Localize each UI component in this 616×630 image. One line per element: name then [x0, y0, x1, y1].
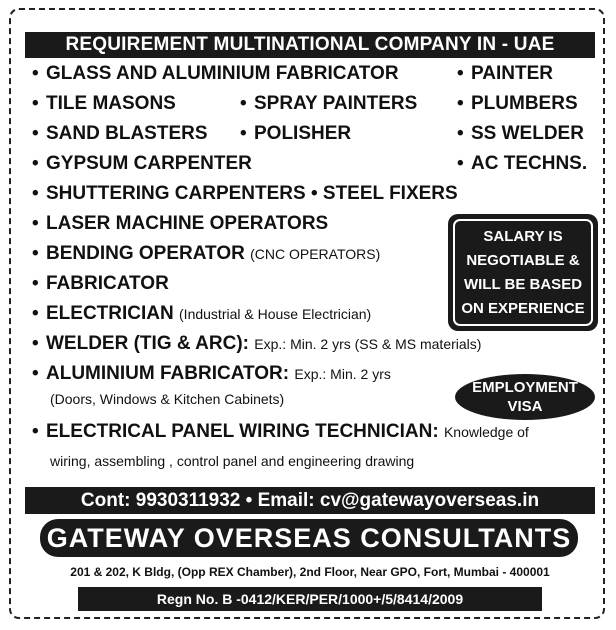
job-note: Exp.: Min. 2 yrs (SS & MS materials): [254, 336, 482, 352]
bullet: •: [457, 123, 464, 144]
salary-line: NEGOTIABLE &: [466, 252, 580, 269]
job-line: [32, 211, 328, 237]
bullet: •: [32, 63, 39, 84]
job-line: [32, 331, 481, 357]
job-line: [457, 121, 584, 147]
job-title: SPRAY PAINTERS: [254, 93, 418, 114]
job-title: PAINTER: [471, 63, 553, 84]
bullet: •: [32, 93, 39, 114]
registration-number: Regn No. B -0412/KER/PER/1000+/5/8414/2009: [78, 587, 542, 611]
bullet: •: [32, 243, 39, 264]
employment-visa-badge: [455, 374, 595, 420]
job-line: [32, 361, 391, 387]
job-title: POLISHER: [254, 123, 352, 144]
job-title: ELECTRICIAN: [46, 303, 174, 324]
bullet: •: [240, 123, 247, 144]
job-title: AC TECHNS.: [471, 153, 588, 174]
job-title: FABRICATOR: [46, 273, 169, 294]
bullet: •: [32, 421, 39, 442]
salary-line: ON EXPERIENCE: [461, 300, 585, 317]
job-note: (Industrial & House Electrician): [179, 306, 372, 322]
bullet: •: [32, 333, 39, 354]
job-line: [32, 271, 169, 297]
job-title: SAND BLASTERS: [46, 123, 208, 144]
salary-line: WILL BE BASED: [463, 276, 583, 293]
bullet: •: [457, 63, 464, 84]
job-line: [32, 91, 176, 117]
visa-line: EMPLOYMENT: [472, 379, 578, 396]
job-note: (CNC OPERATORS): [250, 246, 381, 262]
salary-line: SALARY IS: [483, 228, 563, 245]
ad-header: REQUIREMENT MULTINATIONAL COMPANY IN - UAE: [25, 32, 595, 58]
job-line: [32, 241, 380, 267]
job-title: GLASS AND ALUMINIUM FABRICATOR: [46, 63, 399, 84]
address: 201 & 202, K Bldg, (Opp REX Chamber), 2nd Floor, Near GPO, Fort, Mumbai - 400001: [70, 565, 550, 579]
job-line: [457, 91, 578, 117]
bullet: •: [32, 183, 39, 204]
job-title: ALUMINIUM FABRICATOR:: [46, 363, 290, 384]
job-title: WELDER (TIG & ARC):: [46, 333, 249, 354]
job-note: (Doors, Windows & Kitchen Cabinets): [50, 391, 285, 407]
visa-line: VISA: [507, 398, 543, 415]
bullet: •: [240, 93, 247, 114]
job-line: [32, 301, 371, 327]
bullet: •: [457, 93, 464, 114]
job-line: [457, 151, 587, 177]
job-title: ELECTRICAL PANEL WIRING TECHNICIAN:: [46, 421, 439, 442]
job-line: [32, 181, 458, 207]
bullet: •: [32, 363, 39, 384]
bullet: •: [457, 153, 464, 174]
job-line: [240, 91, 417, 117]
job-note: wiring, assembling , control panel and engineering drawing: [50, 453, 415, 469]
bullet: •: [32, 153, 39, 174]
bullet: •: [310, 183, 318, 204]
job-title: BENDING OPERATOR: [46, 243, 245, 264]
bullet: •: [32, 303, 39, 324]
contact-bar: Cont: 9930311932 • Email: cv@gatewayoverseas.in: [25, 487, 595, 514]
bullet: •: [32, 273, 39, 294]
job-note: Knowledge of: [443, 424, 529, 440]
company-name: GATEWAY OVERSEAS CONSULTANTS: [40, 519, 578, 557]
job-line: [32, 61, 399, 87]
job-title: PLUMBERS: [471, 93, 578, 114]
job-title: LASER MACHINE OPERATORS: [46, 213, 329, 234]
job-title: SHUTTERING CARPENTERS: [46, 183, 306, 204]
job-line: [240, 121, 351, 147]
job-note: Exp.: Min. 2 yrs: [294, 366, 391, 382]
bullet: •: [32, 123, 39, 144]
job-line: [32, 121, 208, 147]
job-line: [32, 419, 529, 445]
salary-box: [448, 214, 598, 331]
job-line: [457, 61, 553, 87]
job-line: [32, 151, 252, 177]
job-title: STEEL FIXERS: [322, 183, 458, 204]
bullet: •: [32, 213, 39, 234]
job-title: GYPSUM CARPENTER: [46, 153, 252, 174]
job-title: SS WELDER: [471, 123, 584, 144]
job-title: TILE MASONS: [46, 93, 176, 114]
